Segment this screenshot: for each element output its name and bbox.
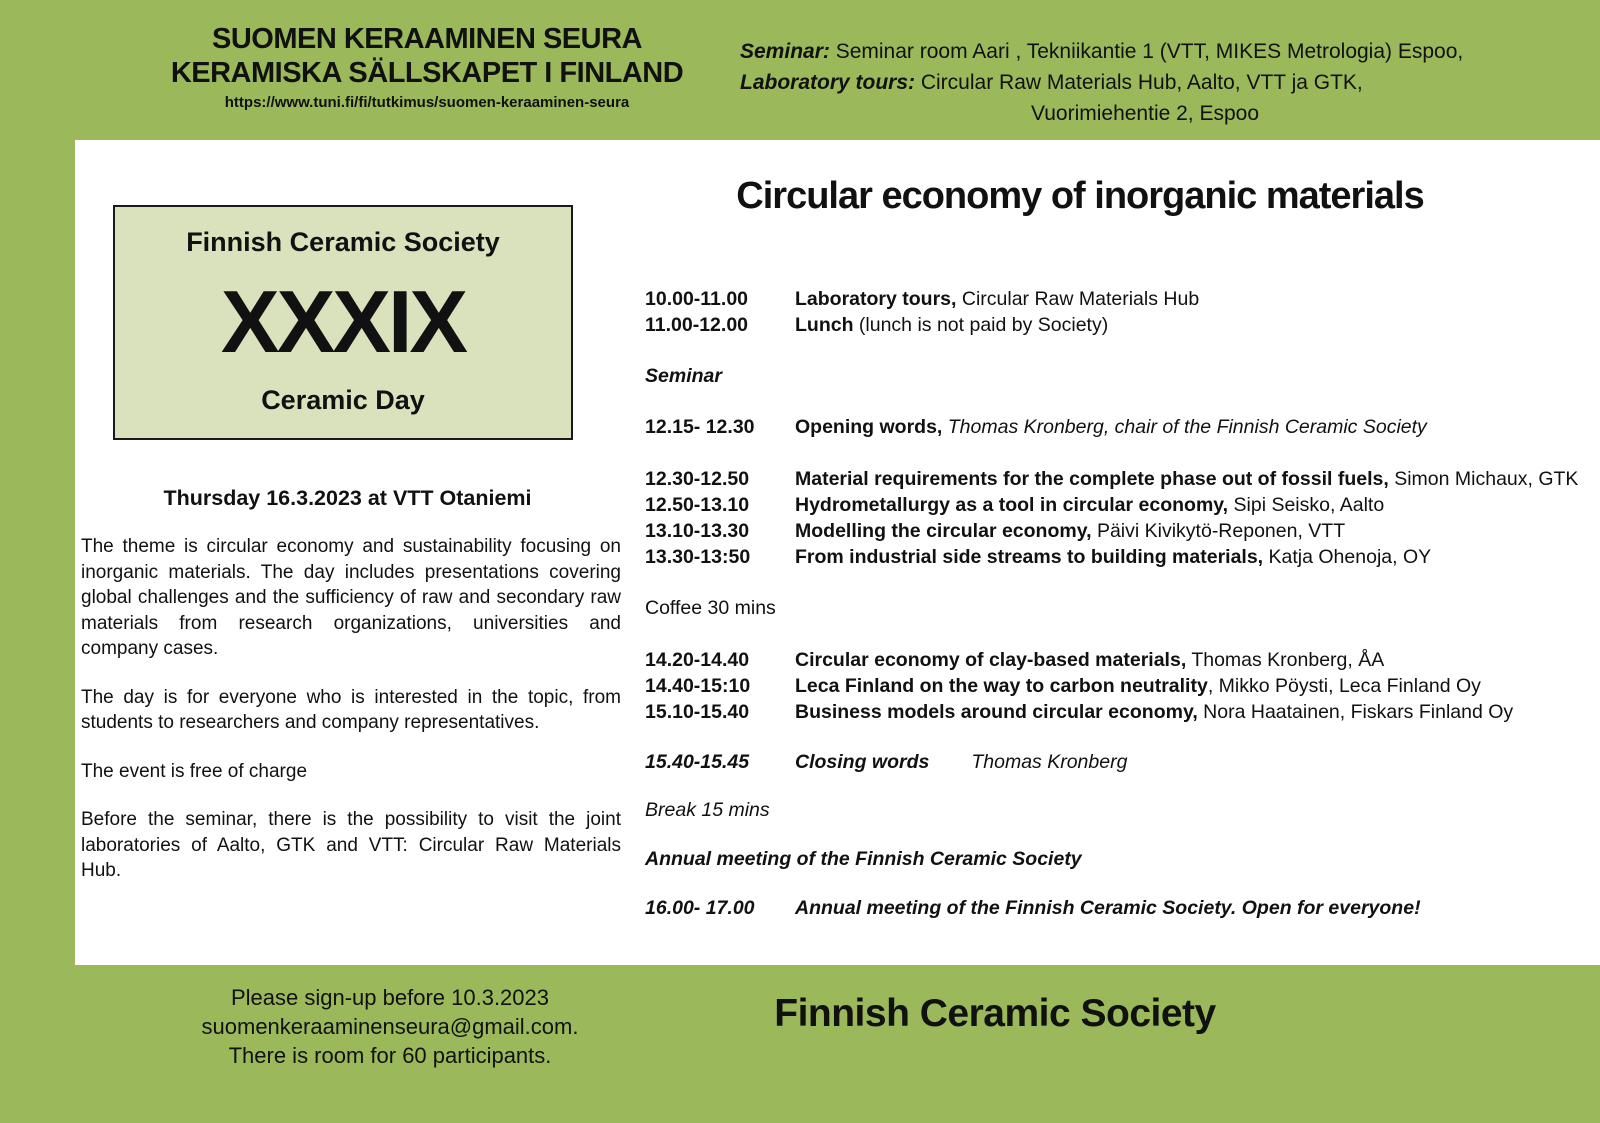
row-description: Material requirements for the complete phase out of fossil fuels, Simon Michaux, GTK	[795, 468, 1579, 490]
signup-capacity: There is room for 60 participants.	[228, 1043, 552, 1068]
seminar-venue-text: Seminar room Aari , Tekniikantie 1 (VTT, MIKES Metrologia) Espoo,	[829, 40, 1464, 63]
row-time: 14.20-14.40	[645, 649, 750, 671]
intro-paragraph-free: The event is free of charge	[81, 760, 308, 782]
program-row-business-models	[645, 699, 1600, 725]
row-description: Laboratory tours, Circular Raw Materials Hub	[795, 288, 1200, 310]
row-time: 16.00- 17.00	[645, 897, 755, 919]
row-time: 12.50-13.10	[645, 494, 750, 516]
row-description: Annual meeting of the Finnish Ceramic Society. Open for everyone!	[795, 897, 1421, 919]
row-description: Modelling the circular economy, Päivi Kivikytö-Reponen, VTT	[795, 520, 1346, 542]
row-description: Business models around circular economy, Nora Haatainen, Fiskars Finland Oy	[795, 701, 1514, 723]
section-label-annual-meeting: Annual meeting of the Finnish Ceramic Society	[645, 848, 1082, 870]
row-time: 12.30-12.50	[645, 468, 750, 490]
lab-tours-venue-text: Circular Raw Materials Hub, Aalto, VTT ja GTK,	[915, 71, 1363, 94]
intro-paragraph-audience: The day is for everyone who is interested in the topic, from students to researchers and company representatives.	[81, 686, 621, 733]
event-date-heading: Thursday 16.3.2023 at VTT Otaniemi	[163, 486, 532, 510]
section-label-coffee: Coffee 30 mins	[645, 597, 776, 619]
org-name-swedish: KERAMISKA SÄLLSKAPET I FINLAND	[170, 57, 684, 89]
intro-paragraph-theme: The theme is circular economy and sustainability focusing on inorganic materials. The day includes presentations covering global challenges and the sufficiency of raw and secondary raw materials from research organizations, universities and company cases.	[81, 536, 621, 659]
row-time: 14.40-15:10	[645, 675, 751, 697]
program-title: Circular economy of inorganic materials	[736, 175, 1424, 217]
badge-event-name: Ceramic Day	[261, 385, 425, 415]
row-time: 13.30-13:50	[645, 546, 751, 568]
program-row-lab-tours	[645, 286, 1600, 312]
signup-info	[130, 983, 650, 1070]
org-website-url: https://www.tuni.fi/fi/tutkimus/suomen-keraaminen-seura	[224, 94, 630, 111]
seminar-venue-line	[740, 36, 1550, 67]
row-time: 15.10-15.40	[645, 701, 750, 723]
program-row-opening-words	[645, 414, 1600, 440]
badge-society-name: Finnish Ceramic Society	[186, 227, 500, 257]
row-description: Leca Finland on the way to carbon neutrality, Mikko Pöysti, Leca Finland Oy	[795, 675, 1481, 697]
program-row-annual-meeting	[645, 895, 1600, 921]
program-column	[645, 140, 1600, 921]
footer-society-name: Finnish Ceramic Society	[774, 992, 1216, 1035]
program-row-closing-words	[645, 749, 1600, 775]
event-badge	[113, 205, 573, 440]
badge-roman-numeral: XXXIX	[220, 271, 466, 371]
row-description: Opening words, Thomas Kronberg, chair of the Finnish Ceramic Society	[795, 416, 1427, 438]
program-row-clay-based	[645, 647, 1600, 673]
row-time: 10.00-11.00	[645, 288, 749, 310]
program-row-leca-finland	[645, 673, 1600, 699]
program-row-side-streams	[645, 544, 1600, 570]
program-row-lunch	[645, 312, 1600, 338]
program-row-material-requirements	[645, 466, 1600, 492]
left-column	[75, 140, 627, 884]
lab-tours-address: Vuorimiehentie 2, Espoo	[1030, 102, 1260, 125]
org-name-finnish: SUOMEN KERAAMINEN SEURA	[212, 23, 642, 55]
program-row-modelling	[645, 518, 1600, 544]
lab-tours-label: Laboratory tours:	[740, 71, 916, 94]
row-description: Circular economy of clay-based materials, Thomas Kronberg, ÅA	[795, 649, 1385, 671]
row-description: Lunch (lunch is not paid by Society)	[795, 314, 1109, 336]
section-label-break: Break 15 mins	[645, 799, 770, 821]
lab-tours-venue-line	[740, 67, 1550, 98]
section-label-seminar: Seminar	[645, 365, 722, 387]
program-row-hydrometallurgy	[645, 492, 1600, 518]
signup-email: suomenkeraaminenseura@gmail.com.	[201, 1014, 579, 1039]
row-description: Closing words Thomas Kronberg	[795, 751, 1128, 773]
organization-header	[127, 22, 727, 114]
venue-info	[740, 36, 1550, 129]
program-schedule	[645, 286, 1600, 921]
signup-deadline: Please sign-up before 10.3.2023	[230, 985, 549, 1010]
row-time: 13.10-13.30	[645, 520, 750, 542]
row-time: 12.15- 12.30	[645, 416, 755, 438]
row-description: Hydrometallurgy as a tool in circular economy, Sipi Seisko, Aalto	[795, 494, 1385, 516]
intro-paragraph-labs: Before the seminar, there is the possibility to visit the joint laboratories of Aalto, GTK and VTT: Circular Raw Materials Hub.	[81, 809, 621, 881]
content-panel	[75, 140, 1600, 965]
row-time: 11.00-12.00	[645, 314, 749, 336]
row-description: From industrial side streams to building materials, Katja Ohenoja, OY	[795, 546, 1432, 568]
seminar-label: Seminar:	[740, 40, 830, 63]
row-time: 15.40-15.45	[645, 751, 750, 773]
